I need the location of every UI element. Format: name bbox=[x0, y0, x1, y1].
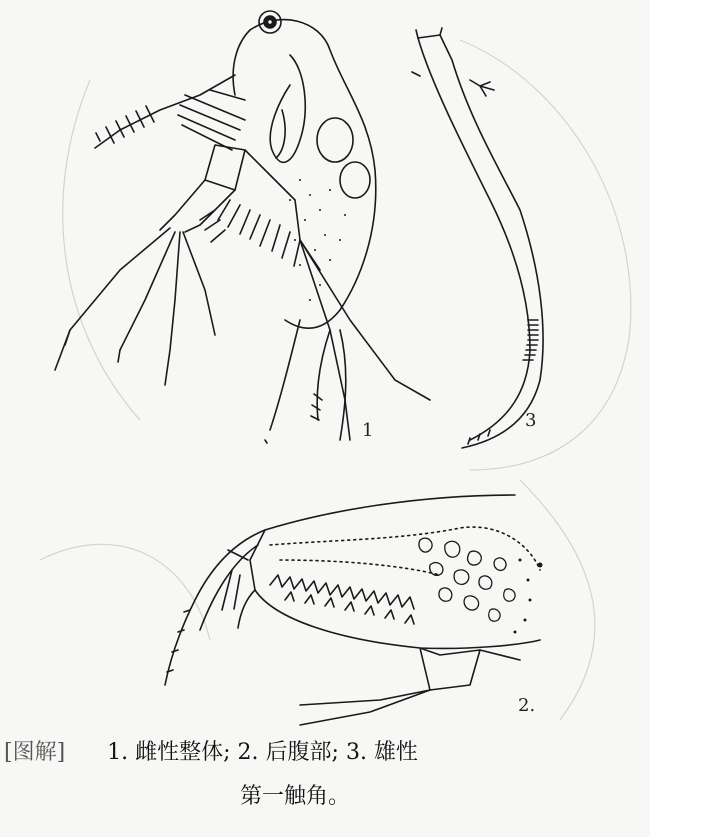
postabdomen-drawing bbox=[165, 495, 543, 725]
panel-label-2: 2. bbox=[518, 695, 536, 716]
panel-label-3: 3 bbox=[525, 410, 537, 431]
caption-line-2: 第一触角。 bbox=[240, 784, 351, 809]
caption-line-1 bbox=[4, 742, 418, 764]
male-first-antenna-drawing bbox=[412, 28, 543, 448]
female-whole-body-drawing bbox=[55, 11, 430, 443]
caption-tag: [图解] bbox=[4, 740, 66, 765]
bleed-through bbox=[40, 40, 631, 720]
panel-label-1: 1 bbox=[362, 420, 374, 441]
caption-text: 1. 雌性整体; 2. 后腹部; 3. 雄性 bbox=[107, 740, 418, 765]
